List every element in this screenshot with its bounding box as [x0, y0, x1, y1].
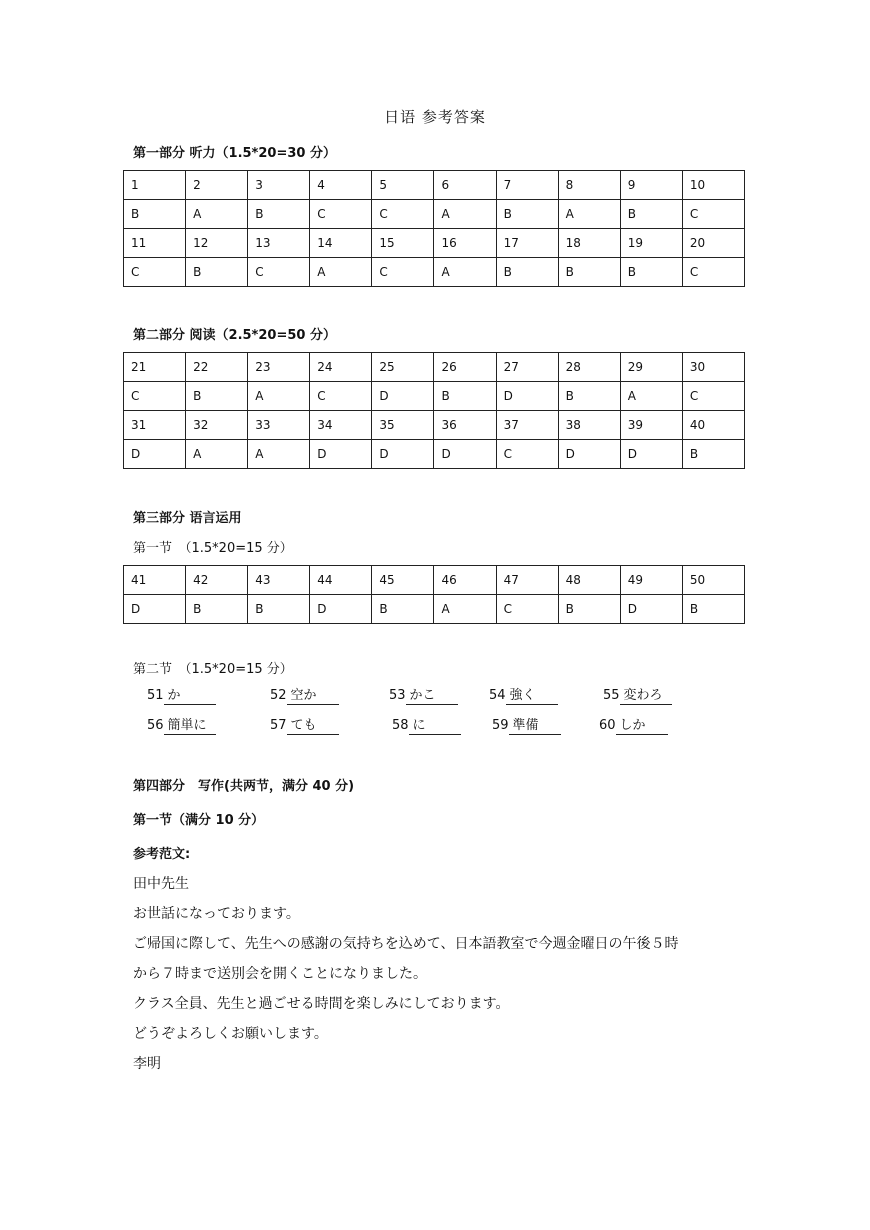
- essay-line: お世話になっております。: [133, 906, 300, 922]
- table-row: [124, 171, 745, 200]
- question-number-cell: 29: [620, 353, 682, 382]
- answer-cell: D: [558, 440, 620, 469]
- answer-cell: B: [434, 382, 496, 411]
- question-number-cell: 22: [186, 353, 248, 382]
- question-number-cell: 38: [558, 411, 620, 440]
- question-number-cell: 20: [682, 229, 744, 258]
- answer-cell: C: [124, 258, 186, 287]
- question-number-cell: 16: [434, 229, 496, 258]
- answer-cell: B: [620, 258, 682, 287]
- sample-essay-label: 参考范文:: [133, 847, 191, 862]
- fill-answer-text: ても: [287, 718, 339, 735]
- fill-question-number: 57: [270, 718, 287, 733]
- question-number-cell: 2: [186, 171, 248, 200]
- question-number-cell: 6: [434, 171, 496, 200]
- fill-answer-item: [270, 688, 339, 705]
- table-row: [124, 411, 745, 440]
- question-number-cell: 21: [124, 353, 186, 382]
- answer-cell: B: [496, 258, 558, 287]
- question-number-cell: 5: [372, 171, 434, 200]
- answer-cell: A: [248, 382, 310, 411]
- table-row: [124, 595, 745, 624]
- question-number-cell: 45: [372, 566, 434, 595]
- fill-answer-item: [492, 718, 561, 735]
- question-number-cell: 34: [310, 411, 372, 440]
- answer-cell: A: [558, 200, 620, 229]
- answer-cell: B: [372, 595, 434, 624]
- answer-cell: B: [496, 200, 558, 229]
- table-row: [124, 440, 745, 469]
- question-number-cell: 28: [558, 353, 620, 382]
- fill-question-number: 53: [389, 688, 406, 703]
- question-number-cell: 11: [124, 229, 186, 258]
- answer-cell: D: [310, 595, 372, 624]
- table-row: [124, 200, 745, 229]
- answer-cell: C: [682, 382, 744, 411]
- fill-question-number: 58: [392, 718, 409, 733]
- answer-cell: B: [682, 440, 744, 469]
- question-number-cell: 10: [682, 171, 744, 200]
- fill-answer-item: [392, 718, 461, 735]
- part2-heading: 第二部分 阅读（2.5*20=50 分）: [133, 328, 336, 343]
- question-number-cell: 40: [682, 411, 744, 440]
- fill-answer-text: か: [164, 688, 216, 705]
- answer-cell: C: [496, 595, 558, 624]
- fill-answer-text: 準備: [509, 718, 561, 735]
- fill-question-number: 56: [147, 718, 164, 733]
- answer-cell: A: [248, 440, 310, 469]
- question-number-cell: 13: [248, 229, 310, 258]
- answer-cell: B: [620, 200, 682, 229]
- answer-cell: D: [620, 595, 682, 624]
- fill-answer-item: [603, 688, 672, 705]
- question-number-cell: 48: [558, 566, 620, 595]
- fill-answer-text: 変わろ: [620, 688, 672, 705]
- part2-answer-table: [123, 352, 745, 469]
- essay-line: 李明: [133, 1056, 161, 1072]
- fill-answer-text: しか: [616, 718, 668, 735]
- essay-line: どうぞよろしくお願いします。: [133, 1026, 328, 1042]
- fill-answer-item: [389, 688, 458, 705]
- table-row: [124, 382, 745, 411]
- essay-line: クラス全員、先生と過ごせる時間を楽しみにしております。: [133, 996, 510, 1012]
- question-number-cell: 7: [496, 171, 558, 200]
- table-row: [124, 229, 745, 258]
- answer-cell: C: [372, 258, 434, 287]
- answer-cell: A: [186, 200, 248, 229]
- essay-line: ご帰国に際して、先生への感謝の気持ちを込めて、日本語教室で今週金曜日の午後５時: [133, 936, 679, 952]
- answer-cell: B: [186, 258, 248, 287]
- question-number-cell: 9: [620, 171, 682, 200]
- question-number-cell: 41: [124, 566, 186, 595]
- part1-answer-table: [123, 170, 745, 287]
- essay-line: 田中先生: [133, 876, 189, 892]
- question-number-cell: 50: [682, 566, 744, 595]
- answer-cell: D: [310, 440, 372, 469]
- fill-question-number: 51: [147, 688, 164, 703]
- answer-cell: D: [372, 382, 434, 411]
- fill-answer-text: 空か: [287, 688, 339, 705]
- question-number-cell: 24: [310, 353, 372, 382]
- part3-heading: 第三部分 语言运用: [133, 511, 242, 526]
- question-number-cell: 36: [434, 411, 496, 440]
- answer-cell: A: [620, 382, 682, 411]
- sample-essay: [133, 869, 678, 1079]
- question-number-cell: 19: [620, 229, 682, 258]
- answer-cell: B: [248, 200, 310, 229]
- answer-cell: A: [434, 595, 496, 624]
- question-number-cell: 31: [124, 411, 186, 440]
- fill-question-number: 60: [599, 718, 616, 733]
- fill-question-number: 52: [270, 688, 287, 703]
- fill-answer-text: かこ: [406, 688, 458, 705]
- fill-answer-text: に: [409, 718, 461, 735]
- question-number-cell: 30: [682, 353, 744, 382]
- fill-question-number: 59: [492, 718, 509, 733]
- part3-section2-heading: 第二节 （1.5*20=15 分）: [133, 662, 293, 677]
- fill-answer-item: [147, 688, 216, 705]
- question-number-cell: 42: [186, 566, 248, 595]
- answer-cell: B: [682, 595, 744, 624]
- question-number-cell: 35: [372, 411, 434, 440]
- answer-cell: A: [310, 258, 372, 287]
- answer-cell: C: [682, 258, 744, 287]
- answer-cell: B: [248, 595, 310, 624]
- table-row: [124, 566, 745, 595]
- essay-line: から７時まで送別会を開くことになりました。: [133, 966, 427, 982]
- question-number-cell: 47: [496, 566, 558, 595]
- answer-cell: A: [186, 440, 248, 469]
- part3-section1-heading: 第一节 （1.5*20=15 分）: [133, 541, 293, 556]
- answer-cell: C: [496, 440, 558, 469]
- question-number-cell: 17: [496, 229, 558, 258]
- answer-cell: D: [496, 382, 558, 411]
- answer-cell: A: [434, 200, 496, 229]
- fill-answer-item: [599, 718, 668, 735]
- answer-cell: B: [186, 595, 248, 624]
- fill-answer-text: 簡単に: [164, 718, 216, 735]
- table-row: [124, 353, 745, 382]
- question-number-cell: 44: [310, 566, 372, 595]
- answer-cell: C: [248, 258, 310, 287]
- question-number-cell: 1: [124, 171, 186, 200]
- question-number-cell: 32: [186, 411, 248, 440]
- answer-cell: D: [434, 440, 496, 469]
- question-number-cell: 4: [310, 171, 372, 200]
- answer-cell: D: [620, 440, 682, 469]
- answer-cell: D: [124, 595, 186, 624]
- answer-cell: A: [434, 258, 496, 287]
- fill-answer-item: [489, 688, 558, 705]
- question-number-cell: 8: [558, 171, 620, 200]
- question-number-cell: 25: [372, 353, 434, 382]
- fill-question-number: 55: [603, 688, 620, 703]
- question-number-cell: 37: [496, 411, 558, 440]
- question-number-cell: 12: [186, 229, 248, 258]
- question-number-cell: 3: [248, 171, 310, 200]
- answer-cell: B: [558, 595, 620, 624]
- part3-answer-table: [123, 565, 745, 624]
- answer-cell: D: [124, 440, 186, 469]
- question-number-cell: 33: [248, 411, 310, 440]
- answer-cell: C: [682, 200, 744, 229]
- answer-cell: B: [558, 382, 620, 411]
- question-number-cell: 15: [372, 229, 434, 258]
- answer-cell: C: [310, 382, 372, 411]
- question-number-cell: 39: [620, 411, 682, 440]
- answer-cell: C: [310, 200, 372, 229]
- answer-cell: D: [372, 440, 434, 469]
- question-number-cell: 23: [248, 353, 310, 382]
- question-number-cell: 27: [496, 353, 558, 382]
- fill-answer-item: [147, 718, 216, 735]
- fill-answer-text: 強く: [506, 688, 558, 705]
- answer-cell: C: [124, 382, 186, 411]
- part4-heading: 第四部分 写作(共两节，满分 40 分): [133, 779, 355, 794]
- answer-cell: C: [372, 200, 434, 229]
- question-number-cell: 14: [310, 229, 372, 258]
- answer-cell: B: [558, 258, 620, 287]
- question-number-cell: 49: [620, 566, 682, 595]
- question-number-cell: 26: [434, 353, 496, 382]
- question-number-cell: 46: [434, 566, 496, 595]
- page-title: 日语 参考答案: [384, 108, 486, 126]
- question-number-cell: 43: [248, 566, 310, 595]
- question-number-cell: 18: [558, 229, 620, 258]
- answer-cell: B: [124, 200, 186, 229]
- fill-answer-item: [270, 718, 339, 735]
- table-row: [124, 258, 745, 287]
- fill-question-number: 54: [489, 688, 506, 703]
- answer-cell: B: [186, 382, 248, 411]
- part4-section1-heading: 第一节（满分 10 分）: [133, 813, 265, 828]
- part1-heading: 第一部分 听力（1.5*20=30 分）: [133, 146, 336, 161]
